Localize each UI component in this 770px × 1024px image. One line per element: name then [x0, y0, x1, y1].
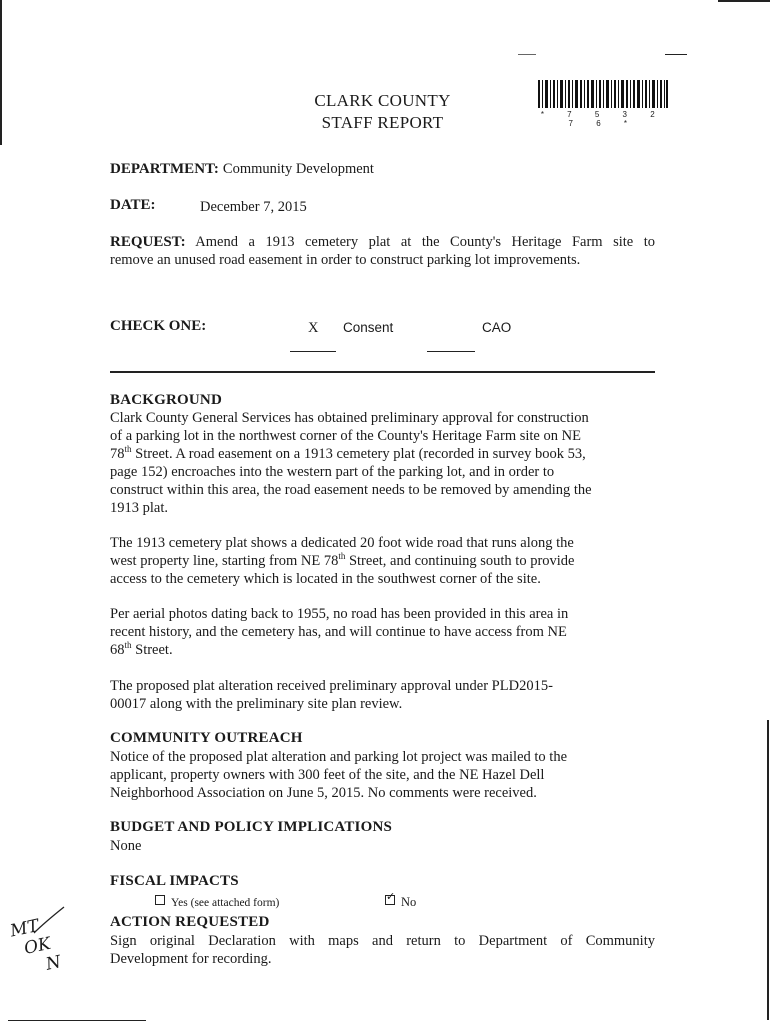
no-label: No	[401, 895, 417, 909]
scan-mark-dash-1	[518, 54, 536, 55]
margin-note-line: OK	[22, 933, 53, 959]
background-p1-line: page 152) encroaches into the western part of the parking lot, and in order to	[110, 464, 555, 480]
no-checkbox	[385, 895, 395, 905]
background-p1-line: 1913 plat.	[110, 500, 168, 516]
background-p2-line: west property line, starting from NE 78th Street, and continuing south to provide	[110, 551, 575, 569]
request-line-1: Amend a 1913 cemetery plat at the County's Heritage Farm site to	[195, 234, 655, 250]
request-line-2: remove an unused road easement in order to construct parking lot improvements.	[110, 252, 581, 268]
scan-mark-dash-2	[665, 54, 687, 55]
background-p2-line: The 1913 cemetery plat shows a dedicated 20 foot wide road that runs along the	[110, 535, 574, 551]
department-value: Community Development	[222, 161, 374, 177]
check-option-cao: CAO	[482, 320, 512, 335]
action-paragraph	[110, 932, 655, 968]
barcode	[538, 80, 668, 108]
background-p1-line: 78th Street. A road easement on a 1913 cemetery plat (recorded in survey book 53,	[110, 444, 586, 462]
outreach-line: Notice of the proposed plat alteration and parking lot project was mailed to the	[110, 749, 568, 765]
check-one-mark: X	[308, 320, 319, 336]
request-label: REQUEST:	[110, 234, 186, 250]
background-paragraph-4	[110, 677, 655, 713]
margin-note-line: MT	[8, 915, 41, 942]
background-p4-line: The proposed plat alteration received preliminary approval under PLD2015-	[110, 678, 553, 694]
scan-border-left	[0, 0, 2, 145]
check-blank-cao	[427, 351, 475, 352]
background-p3-line: 68th Street.	[110, 640, 173, 658]
check-option-consent: Consent	[343, 320, 394, 335]
budget-heading: BUDGET AND POLICY IMPLICATIONS	[110, 819, 393, 835]
title-line-2: STAFF REPORT	[321, 113, 444, 132]
section-divider	[110, 371, 655, 373]
background-p3-line: recent history, and the cemetery has, and will continue to have access from NE	[110, 624, 567, 640]
yes-label: Yes (see attached form)	[171, 897, 280, 909]
background-heading: BACKGROUND	[110, 392, 223, 408]
barcode-number: * 7 5 3 2 7 6 *	[540, 110, 666, 128]
background-paragraph-1	[110, 409, 655, 517]
date-value: December 7, 2015	[200, 199, 307, 215]
background-p2-line: access to the cemetery which is located in the southwest corner of the site.	[110, 571, 541, 587]
background-paragraph-3	[110, 605, 655, 659]
scan-mark-bottom-left	[8, 1020, 146, 1021]
background-paragraph-2	[110, 534, 655, 588]
title-line-1: CLARK COUNTY	[314, 91, 451, 110]
scan-border-right	[767, 720, 769, 1020]
check-blank-consent	[290, 351, 336, 352]
background-p1-line: Clark County General Services has obtained preliminary approval for construction	[110, 410, 589, 426]
scan-mark-top-right	[718, 0, 770, 2]
fiscal-heading: FISCAL IMPACTS	[110, 873, 239, 889]
outreach-line: Neighborhood Association on June 5, 2015. No comments were received.	[110, 785, 537, 801]
outreach-line: applicant, property owners with 300 feet of the site, and the NE Hazel Dell	[110, 767, 545, 783]
margin-note-line: N	[44, 952, 63, 975]
outreach-heading: COMMUNITY OUTREACH	[110, 730, 303, 746]
background-p1-line: of a parking lot in the northwest corner of the County's Heritage Farm site on NE	[110, 428, 581, 444]
background-p4-line: 00017 along with the preliminary site plan review.	[110, 696, 403, 712]
background-p3-line: Per aerial photos dating back to 1955, no road has been provided in this area in	[110, 606, 569, 622]
yes-checkbox	[155, 895, 165, 905]
check-one-label: CHECK ONE:	[110, 318, 207, 334]
department-label: DEPARTMENT:	[110, 161, 219, 177]
department-row	[110, 160, 374, 178]
action-line: Development for recording.	[110, 951, 272, 967]
fiscal-yes-option	[155, 895, 279, 909]
fiscal-no-option	[385, 895, 416, 910]
report-title	[250, 90, 515, 134]
date-label: DATE:	[110, 197, 156, 213]
action-line: Sign original Declaration with maps and return to Department of Community	[110, 933, 655, 949]
outreach-paragraph	[110, 748, 655, 802]
request-block	[110, 233, 655, 269]
budget-value: None	[110, 838, 142, 854]
background-p1-line: construct within this area, the road easement needs to be removed by amending the	[110, 482, 592, 498]
action-heading: ACTION REQUESTED	[110, 914, 270, 930]
handwritten-stroke	[30, 905, 70, 935]
